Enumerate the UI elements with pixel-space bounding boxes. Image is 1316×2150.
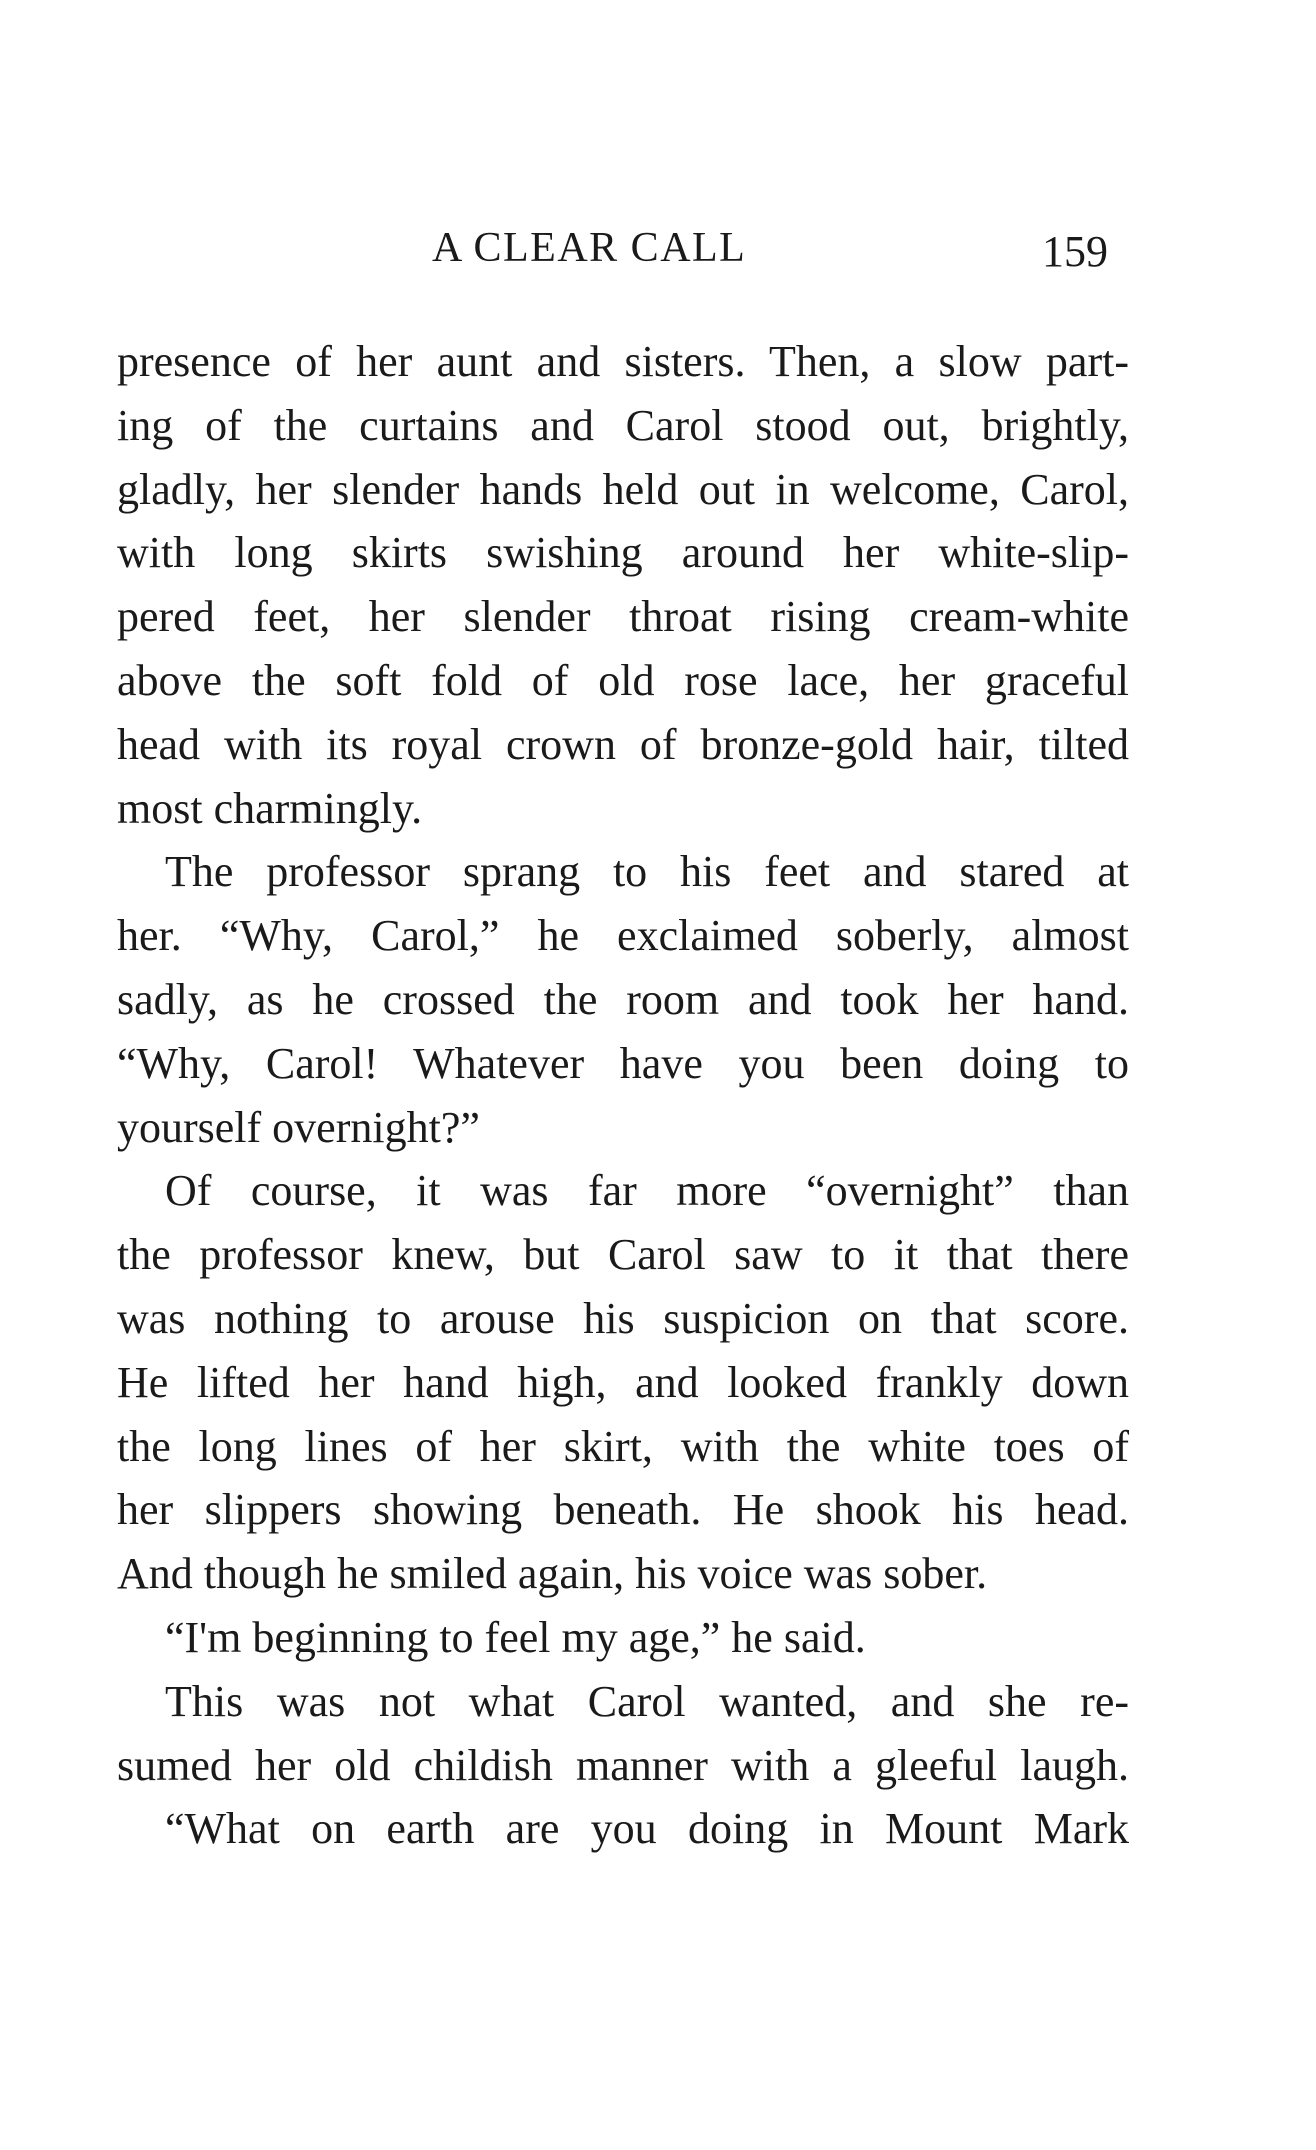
text-line: sadly, as he crossed the room and took her hand.: [117, 974, 1129, 1024]
text-line: pered feet, her slender throat rising cream-white: [117, 592, 1129, 642]
page-number: 159: [1042, 227, 1108, 276]
text-line: “What on earth are you doing in Mount Mark: [165, 1804, 1129, 1854]
text-line: Of course, it was far more “overnight” than: [165, 1166, 1129, 1216]
body-text: [117, 330, 1129, 1861]
text-line: her slippers showing beneath. He shook his head.: [117, 1485, 1129, 1535]
text-line: gladly, her slender hands held out in welcome, Carol,: [117, 464, 1129, 514]
text-line: He lifted her hand high, and looked frankly down: [117, 1357, 1129, 1407]
text-line: sumed her old childish manner with a gleeful laugh.: [117, 1740, 1129, 1790]
text-line: ing of the curtains and Carol stood out, brightly,: [117, 400, 1129, 450]
text-line: yourself overnight?”: [117, 1102, 480, 1152]
text-line: with long skirts swishing around her white-slip-: [117, 528, 1129, 578]
text-line: the professor knew, but Carol saw to it that there: [117, 1230, 1129, 1280]
text-line: And though he smiled again, his voice was sober.: [117, 1549, 988, 1599]
page-header: [0, 218, 1316, 278]
text-line: “I'm beginning to feel my age,” he said.: [165, 1612, 866, 1662]
text-line: most charmingly.: [117, 783, 423, 833]
text-line: presence of her aunt and sisters. Then, a slow part-: [117, 337, 1129, 386]
running-title: A CLEAR CALL: [432, 225, 747, 271]
text-line: “Why, Carol! Whatever have you been doing to: [117, 1038, 1129, 1088]
text-line: her. “Why, Carol,” he exclaimed soberly, almost: [117, 911, 1129, 961]
text-line: was nothing to arouse his suspicion on that score.: [117, 1293, 1129, 1343]
text-line: The professor sprang to his feet and stared at: [165, 847, 1129, 897]
text-line: This was not what Carol wanted, and she re-: [165, 1676, 1129, 1726]
text-line: above the soft fold of old rose lace, her graceful: [117, 655, 1129, 705]
text-line: head with its royal crown of bronze-gold hair, tilted: [117, 719, 1129, 769]
text-line: the long lines of her skirt, with the white toes of: [117, 1421, 1129, 1471]
